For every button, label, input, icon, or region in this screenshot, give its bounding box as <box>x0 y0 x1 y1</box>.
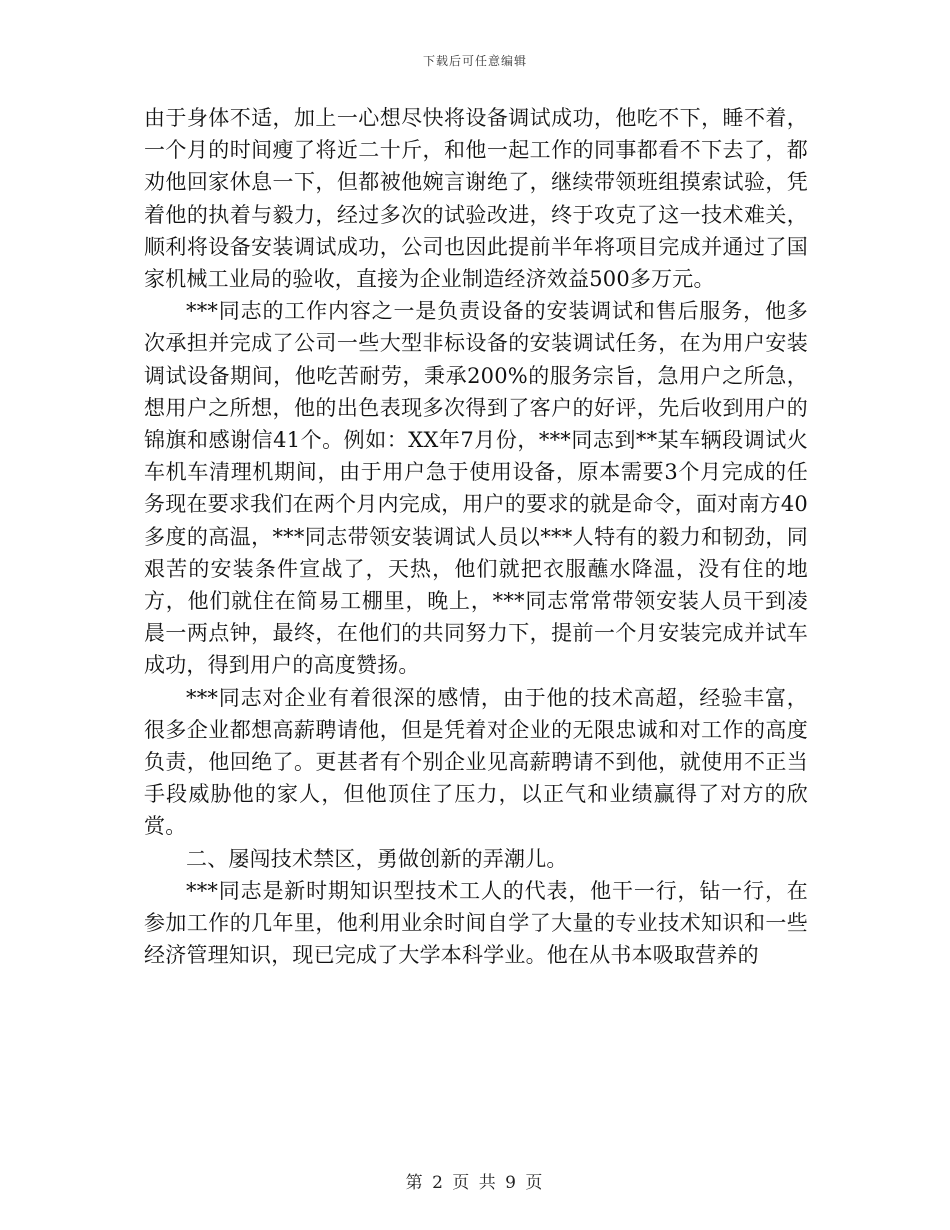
section-heading: 二、屡闯技术禁区，勇做创新的弄潮儿。 <box>186 846 568 871</box>
paragraph-2: ***同志的工作内容之一是负责设备的安装调试和售后服务，他多次承担并完成了公司一些大型非标设备的安装调试任务，在为用户安装调试设备期间，他吃苦耐劳，秉承200%的服务宗旨，急用户之所急，想用户之所想，他的出色表现多次得到了客户的好评，先后收到用户的锦旗和感谢信41个。例如：XX年7月份，***同志到**某车辆段调试火车机车清理机期间，由于用户急于使用设备，原本需要3个月完成的任务现在要求我们在两个月内完成，用户的要求的就是命令，面对南方40多度的高温，***同志带领安装调试人员以***人特有的毅力和韧劲，同艰苦的安装条件宣战了，天热，他们就把衣服蘸水降温，没有住的地方，他们就住在简易工棚里，晚上，***同志常常带领安装人员干到凌晨一两点钟，最终，在他们的共同努力下，提前一个月安装完成并试车成功，得到用户的高度赞扬。 <box>144 299 808 678</box>
page-header: 下载后可任意编辑 <box>422 54 527 68</box>
page-number-footer: 第 2 页 共 9 页 <box>405 1173 545 1193</box>
paragraph-3: ***同志对企业有着很深的感情，由于他的技术高超，经验丰富，很多企业都想高薪聘请他，但是凭着对企业的无限忠诚和对工作的高度负责，他回绝了。更甚者有个别企业见高薪聘请不到他，就使用不正当手段威胁他的家人，但他顶住了压力，以正气和业绩赢得了对方的欣赏。 <box>144 685 808 839</box>
document-body <box>144 102 808 971</box>
paragraph-1: 由于身体不适，加上一心想尽快将设备调试成功，他吃不下，睡不着，一个月的时间瘦了将近二十斤，和他一起工作的同事都看不下去了，都劝他回家休息一下，但都被他婉言谢绝了，继续带领班组摸索试验，凭着他的执着与毅力，经过多次的试验改进，终于攻克了这一技术难关，顺利将设备安装调试成功，公司也因此提前半年将项目完成并通过了国家机械工业局的验收，直接为企业制造经济效益500多万元。 <box>144 106 808 292</box>
paragraph-4: ***同志是新时期知识型技术工人的代表，他干一行，钻一行，在参加工作的几年里，他利用业余时间自学了大量的专业技术知识和一些经济管理知识，现已完成了大学本科学业。他在从书本吸取营养的 <box>144 878 808 968</box>
